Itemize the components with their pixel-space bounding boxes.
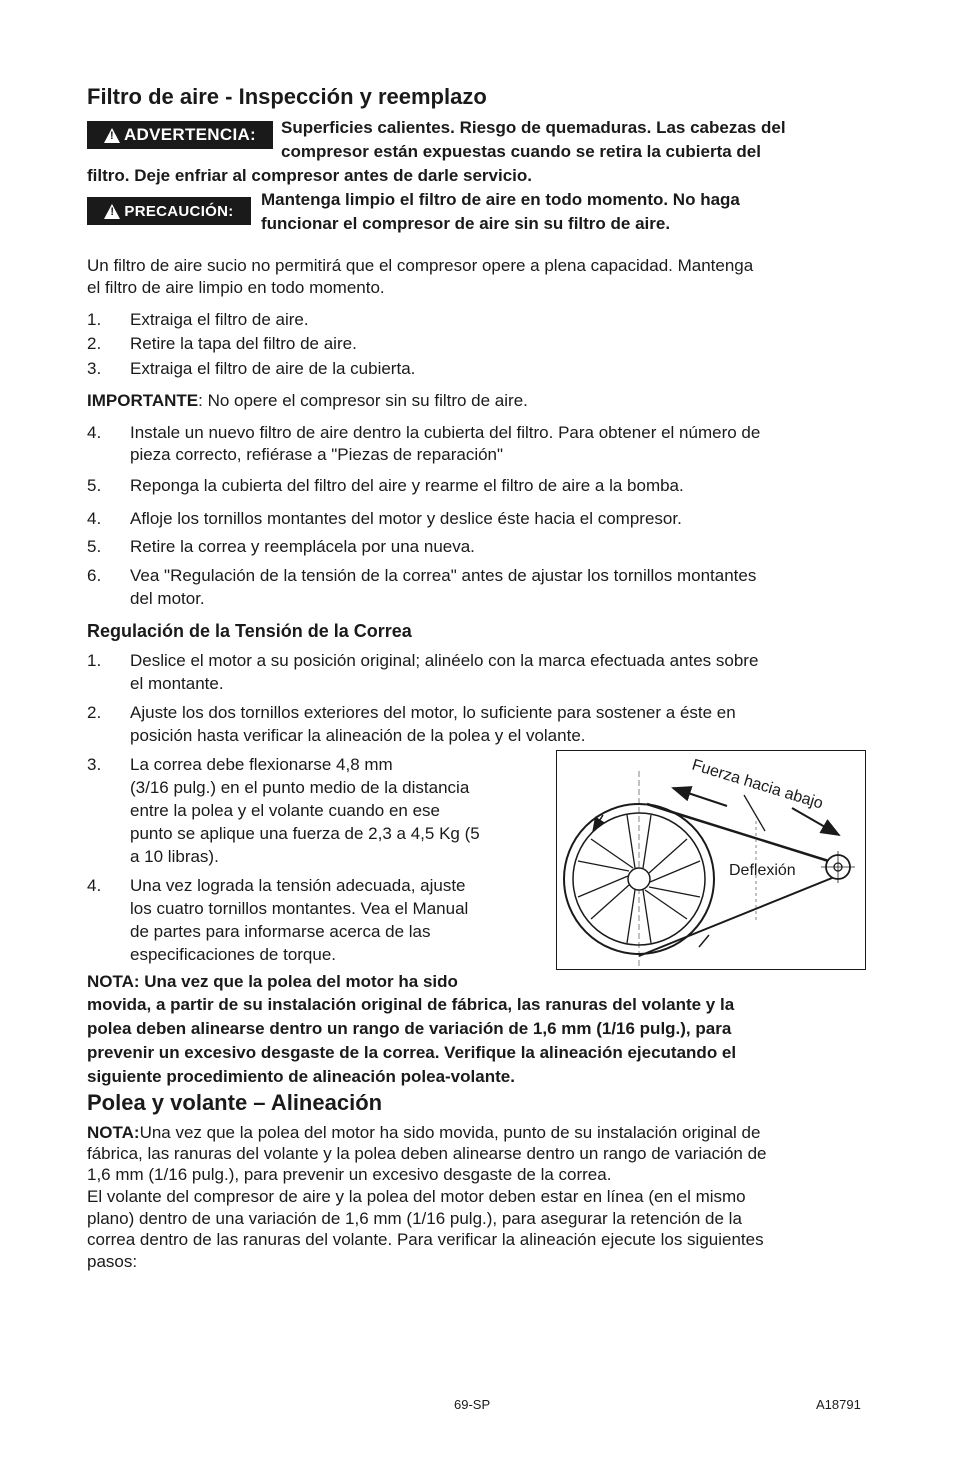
alignment-note-line1: NOTA:Una vez que la polea del motor ha sido movida, punto de su instalación original de xyxy=(87,1123,761,1142)
warning-text-line3: filtro. Deje enfriar al compresor antes de darle servicio. xyxy=(87,166,533,185)
warning-text-line2: compresor están expuestas cuando se retira la cubierta del xyxy=(281,142,761,161)
force-arrow-right xyxy=(792,808,839,835)
intro-line1: Un filtro de aire sucio no permitirá que el compresor opere a plena capacidad. Mantenga xyxy=(87,256,754,275)
force-label: Fuerza hacia abajo xyxy=(689,756,825,813)
page-number: 69-SP xyxy=(454,1397,491,1412)
caution-text-line1: Mantenga limpio el filtro de aire en todo momento. No haga xyxy=(261,190,740,209)
flywheel-hub xyxy=(628,868,650,890)
warning-badge: ! ADVERTENCIA: xyxy=(87,121,273,149)
force-arrow-left xyxy=(673,788,727,806)
alignment-body-line1: El volante del compresor de aire y la polea del motor deben estar en línea (en el mismo xyxy=(87,1187,746,1206)
warning-text-line1: Superficies calientes. Riesgo de quemaduras. Las cabezas del xyxy=(281,118,786,137)
alignment-body-line2: plano) dentro de una variación de 1,6 mm (1/16 pulg.), para asegurar la retención de la xyxy=(87,1209,742,1228)
warning-triangle-icon: ! xyxy=(104,128,120,143)
belt-note-line5: siguiente procedimiento de alineación polea-volante. xyxy=(87,1067,515,1086)
alignment-body-line3: correa dentro de las ranuras del volante. Para verificar la alineación ejecute los siguientes xyxy=(87,1230,764,1249)
alignment-note-line2: fábrica, las ranuras del volante y la polea deben alinearse dentro un rango de variación de xyxy=(87,1144,767,1163)
section-title-air-filter: Filtro de aire - Inspección y reemplazo xyxy=(87,84,487,109)
section-title-belt-tension: Regulación de la Tensión de la Correa xyxy=(87,621,412,641)
belt-deflection-diagram xyxy=(556,750,866,970)
alignment-body-line4: pasos: xyxy=(87,1252,138,1271)
belt-note-line3: polea deben alinearse dentro un rango de variación de 1,6 mm (1/16 pulg.), para xyxy=(87,1019,732,1038)
warning-triangle-icon: ! xyxy=(104,204,120,219)
belt-note-line1: NOTA: Una vez que la polea del motor ha sido xyxy=(87,972,458,991)
belt-note-line2: movida, a partir de su instalación original de fábrica, las ranuras del volante y la xyxy=(87,995,735,1014)
belt-note-line4: prevenir un excesivo desgaste de la correa. Verifique la alineación ejecutando el xyxy=(87,1043,737,1062)
caution-badge: ! PRECAUCIÓN: xyxy=(87,197,251,225)
belt-bottom xyxy=(639,876,837,956)
belt-top xyxy=(675,813,835,863)
alignment-note-line3: 1,6 mm (1/16 pulg.), para prevenir un excesivo desgaste de la correa. xyxy=(87,1165,612,1184)
belt-diagram-illustration xyxy=(557,751,865,969)
section-title-pulley-alignment: Polea y volante – Alineación xyxy=(87,1090,383,1115)
caution-text-line2: funcionar el compresor de aire sin su filtro de aire. xyxy=(261,214,671,233)
deflection-label: Deflexión xyxy=(729,862,796,879)
important-note: IMPORTANTE: No opere el compresor sin su filtro de aire. xyxy=(87,391,528,410)
doc-code: A18791 xyxy=(816,1397,861,1412)
intro-line2: el filtro de aire limpio en todo momento. xyxy=(87,278,385,297)
